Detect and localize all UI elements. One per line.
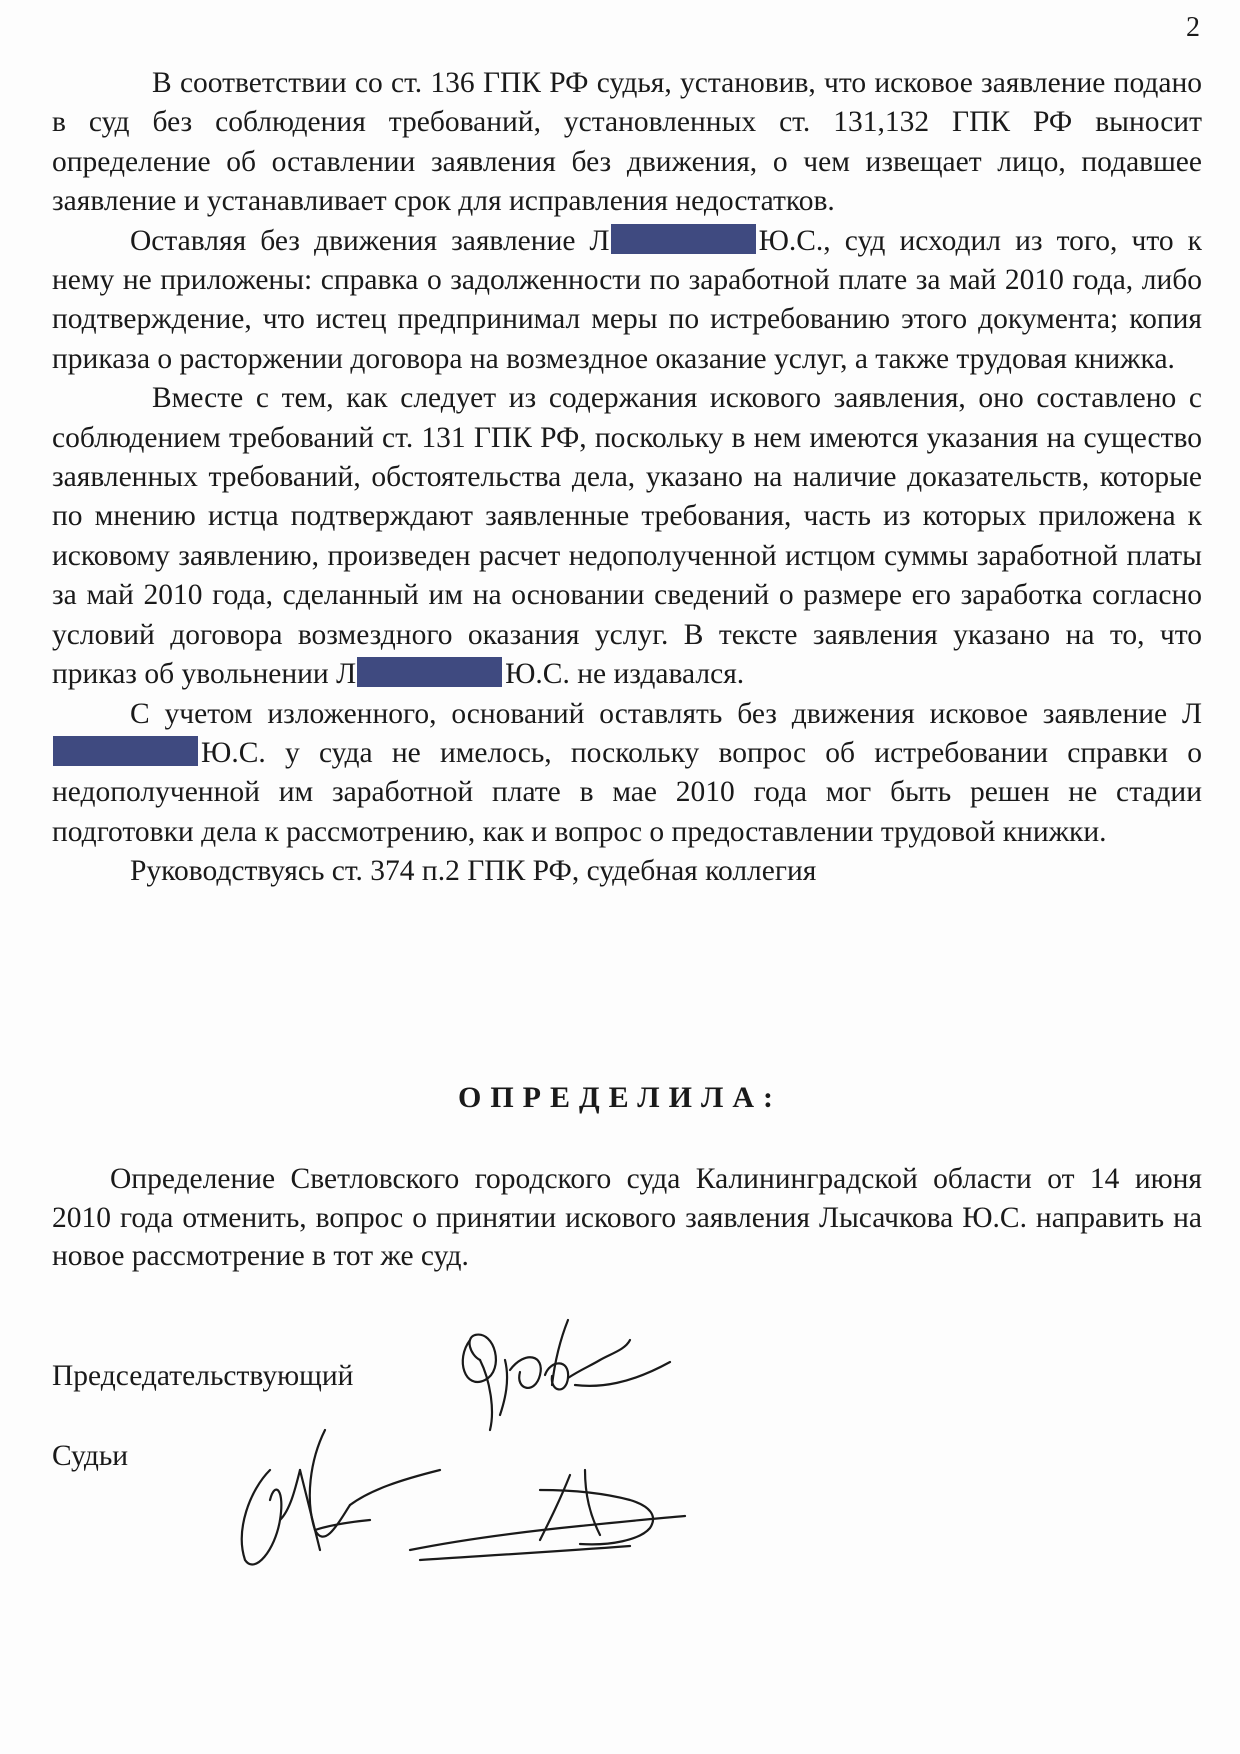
redaction-block	[53, 736, 198, 766]
paragraph-reason-start: Оставляя без движения заявление Л	[130, 224, 610, 257]
paragraph-conclusion	[52, 695, 1202, 853]
judge-signature-2	[400, 1460, 690, 1570]
ruling-text: Определение Светловского городского суда Калининградской области от 14 июня 2010 года отменить, вопрос о принятии искового заявления Лысачкова Ю.С. направить на новое рассмотрение в тот же суд.	[52, 1163, 1202, 1272]
ruling-heading: ОПРЕДЕЛИЛА:	[458, 1081, 782, 1114]
presiding-judge-signature	[450, 1300, 690, 1440]
judges-label: Судьи	[52, 1440, 129, 1472]
redaction-block	[611, 224, 756, 254]
paragraph-conclusion-start: С учетом изложенного, оснований оставлять без движения исковое заявление Л	[130, 697, 1202, 730]
document-body	[52, 64, 1202, 892]
paragraph-reason-end: Ю.С., суд исходил из того, что к нему не приложены: справка о задолженности по заработной плате за май 2010 года, либо подтверждение, что истец предпринимал меры по истребованию этого документа; копия приказа о расторжении договора на возмездное оказание услуг, а также трудовая книжка.	[52, 224, 1203, 375]
ruling-body	[52, 1160, 1202, 1276]
page-number: 2	[1186, 12, 1200, 43]
paragraph-conclusion-end: Ю.С. у суда не имелось, поскольку вопрос об истребовании справки о недополученной им заработной плате в мае 2010 года мог быть решен не стадии подготовки дела к рассмотрению, как и вопрос о предоставлении трудовой книжки.	[52, 736, 1202, 848]
paragraph-guided-by: Руководствуясь ст. 374 п.2 ГПК РФ, судебная коллегия	[130, 855, 817, 888]
paragraph-legal-basis: В соответствии со ст. 136 ГПК РФ судья, установив, что исковое заявление подано в суд без соблюдения требований, установленных ст. 131,132 ГПК РФ выносит определение об оставлении заявления без движения, о чем извещает лицо, подавшее заявление и устанавливает срок для исправления недостатков.	[52, 67, 1202, 218]
paragraph-however-start: Вместе с тем, как следует из содержания искового заявления, оно составлено с соблюдением требований ст. 131 ГПК РФ, поскольку в нем имеются указания на существо заявленных требований, обстоятельства дела, указано на наличие доказательств, которые по мнению истца подтверждают заявленные требования, часть из которых приложена к исковому заявлению, произведен расчет недополученной истцом суммы заработной платы за май 2010 года, сделанный им на основании сведений о размере его заработка согласно условий договора возмездного оказания услуг. В тексте заявления указано на то, что приказ об увольнении Л	[52, 382, 1202, 691]
paragraph-however-end: Ю.С. не издавался.	[505, 658, 745, 691]
paragraph-reason	[52, 222, 1202, 380]
paragraph-however	[52, 379, 1202, 694]
redaction-block	[357, 657, 502, 687]
presiding-judge-label: Председательствующий	[52, 1360, 354, 1392]
